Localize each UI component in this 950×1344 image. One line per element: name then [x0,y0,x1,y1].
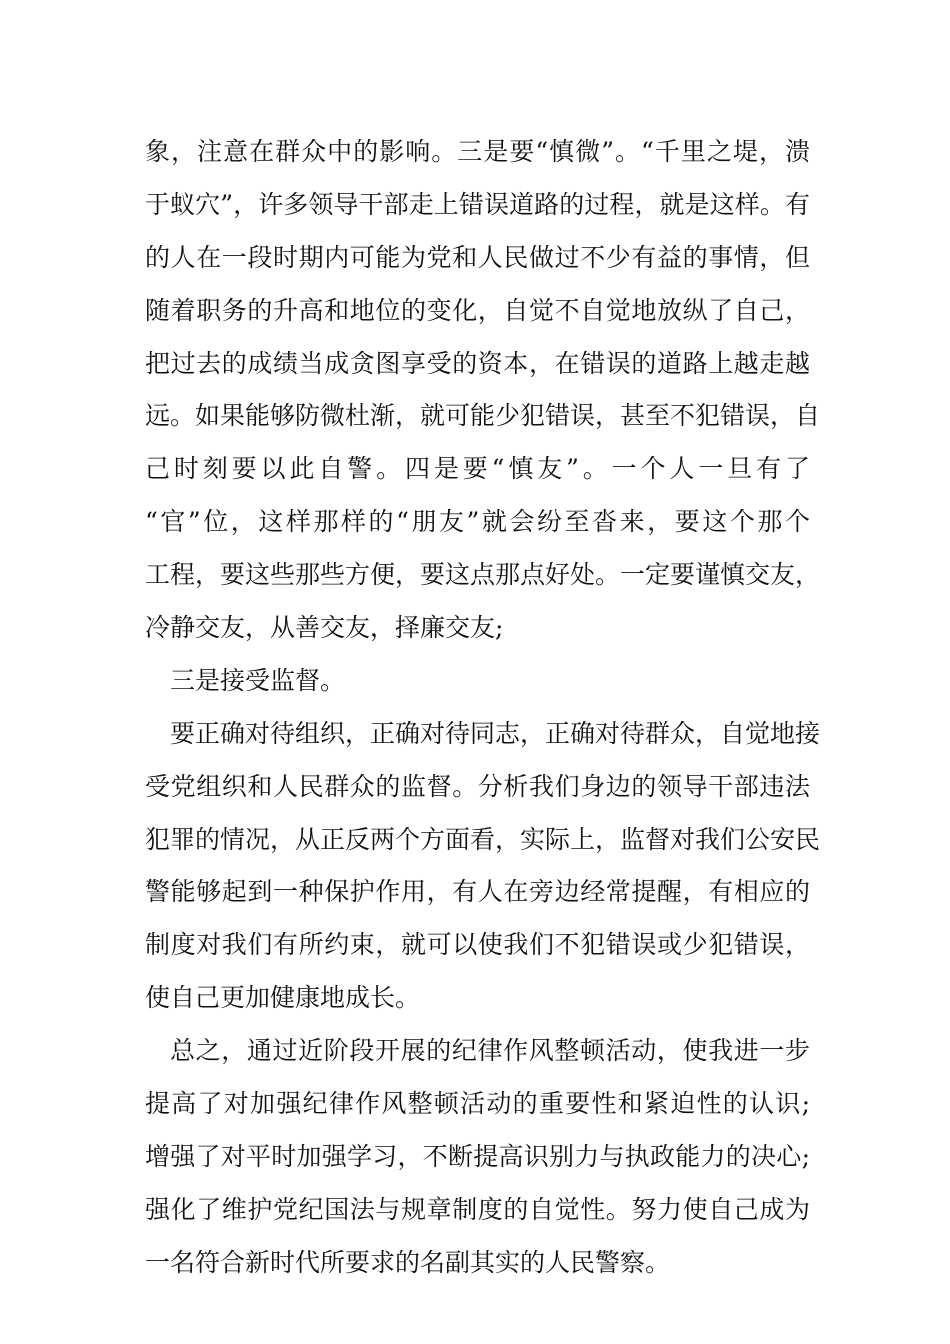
text-line: 的人在一段时期内可能为党和人民做过不少有益的事情，但 [145,242,810,272]
text-line: 强化了维护党纪国法与规章制度的自觉性。努力使自己成为 [145,1194,810,1224]
text-line: 受党组织和人民群众的监督。分析我们身边的领导干部违法 [145,771,810,801]
document-body [145,126,821,1290]
text-line: 远。如果能够防微杜渐，就可能少犯错误，甚至不犯错误，自 [145,401,821,431]
text-line: 总之，通过近阶段开展的纪律作风整顿活动，使我进一步 [170,1036,810,1066]
text-line: 使自己更加健康地成长。 [145,983,421,1013]
text-line: 于蚁穴”，许多领导干部走上错误道路的过程，就是这样。有 [145,189,810,219]
text-line: 冷静交友，从善交友，择廉交友; [145,613,504,643]
text-line: 把过去的成绩当成贪图享受的资本，在错误的道路上越走越 [145,348,810,378]
text-line: 随着职务的升高和地位的变化，自觉不自觉地放纵了自己， [145,295,810,325]
text-line: 一名符合新时代所要求的名副其实的人民警察。 [145,1247,671,1277]
text-line: 象，注意在群众中的影响。三是要“慎微”。“千里之堤，溃 [145,137,810,166]
text-line: 增强了对平时加强学习，不断提高识别力与执政能力的决心; [145,1141,810,1171]
text-line: 提高了对加强纪律作风整顿活动的重要性和紧迫性的认识; [145,1089,810,1119]
section-heading: 三是接受监督。 [170,665,346,695]
text-line: 制度对我们有所约束，就可以使我们不犯错误或少犯错误， [145,930,810,960]
text-line: 犯罪的情况，从正反两个方面看，实际上，监督对我们公安民 [145,824,821,854]
text-line: 己时刻要以此自警。四是要“慎友”。一个人一旦有了 [145,454,810,484]
text-line: 要正确对待组织，正确对待同志，正确对待群众，自觉地接 [170,718,821,748]
text-line: 工程，要这些那些方便，要这点那点好处。一定要谨慎交友， [145,560,821,590]
text-line: “官”位，这样那样的“朋友”就会纷至沓来，要这个那个 [145,507,810,537]
text-line: 警能够起到一种保护作用，有人在旁边经常提醒，有相应的 [145,877,810,907]
